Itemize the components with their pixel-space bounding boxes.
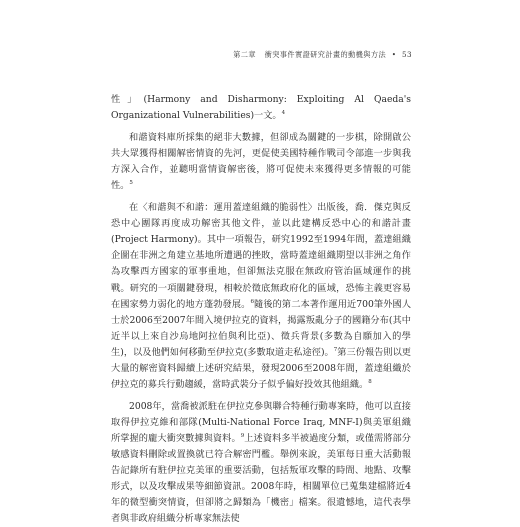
paragraph <box>111 130 411 194</box>
paragraph <box>111 92 411 124</box>
paragraph-text: 和諧資料庫所採集的絕非大數據，但卻成為關鍵的一步棋，除開啟公共大眾獲得相關解密情資的先河，更促使美國特種作戰司令部進一步與我方深入合作，並聽明當情資解密後，將可促使未來獲得更多情報的可能性。 <box>111 132 411 192</box>
footnote-ref: 8 <box>368 378 372 385</box>
chapter-title: 衝突事件實證研究計畫的動機與方法 <box>264 50 387 59</box>
footnote-ref: 7 <box>333 346 338 353</box>
chapter-label: 第二章 <box>233 50 256 59</box>
paragraph-text: 第三份報告則以更大量的解密資料歸續上述研究結果，發現2006至2008年間，蓋達組織於伊拉克的募兵行動趨緩，當時武裝分子似乎偏好投效其他組織。 <box>111 346 411 390</box>
paragraph-text: 上述資料多半被過度分類，或僅需將部分敏感資料刪除或置換就已符合解密門檻。舉例來說，美軍每日重大活動報告記錄所有駐伊拉克美軍的重要活動，包括叛軍攻擊的時間、地點、攻擊形式，以及攻擊成果等細節資訊。2008年時，相關單位已蒐集建檔將近4年的微型衝突情資，但卻將之歸類為「機密」檔案。很遺憾地，這代表學者與非政府組織分析專家無法使 <box>111 432 411 525</box>
body-text <box>111 92 411 527</box>
paragraph-text: 2008年，當喬被派駐在伊拉克參與聯合特種行動專案時，他可以直接取得伊拉克維和部隊(Multi-National Force Iraq, MNF-I)與美軍組織所掌握的龐大衝突數據與資料。 <box>111 400 411 444</box>
paragraph <box>111 399 411 527</box>
paragraph-text: 性」(Harmony and Disharmony: Exploiting Al Qaeda's Organizational Vulnerabilities)一文。 <box>111 94 411 122</box>
page-number: 53 <box>402 50 412 59</box>
footnote-ref: 6 <box>250 298 254 305</box>
footnote-ref: 9 <box>240 432 245 439</box>
paragraph-text: 在〈和諧與不和諧：運用蓋達組織的脆弱性〉出版後，喬．傑克與反恐中心團隊再度成功解密其他文件，並以此建構反恐中心的和諧計畫(Project Harmony)。其中一項報告，研究1992至1994年間，蓋達組織企圖在非洲之角建立基地所遭遇的挫敗，當時蓋達組織期望以非洲之角作為攻擊西方國家的軍事重地，但卻無法克服在無政府管治區域運作的挑戰。研究的一項關鍵發現，相較於徵底無政府化的區域，恐怖主義更容易在國家勢力弱化的地方蓬勃發展。 <box>111 202 411 310</box>
footnote-ref: 4 <box>281 109 286 116</box>
paragraph <box>111 200 411 393</box>
footnote-ref: 5 <box>129 180 133 187</box>
running-head: 第二章 衝突事件實證研究計畫的動機與方法 • 53 <box>233 50 412 59</box>
paragraph-text: 隨後的第二本著作運用近700筆外國人士於2006至2007年間入境伊拉克的資料，揭露叛亂分子的國籍分布(其中近半以上來自沙烏地阿拉伯與利比亞)、徵兵背景(多數為自願加入的學生)，以及他們如何移動至伊拉克(多數取道走私途徑)。 <box>111 298 412 358</box>
